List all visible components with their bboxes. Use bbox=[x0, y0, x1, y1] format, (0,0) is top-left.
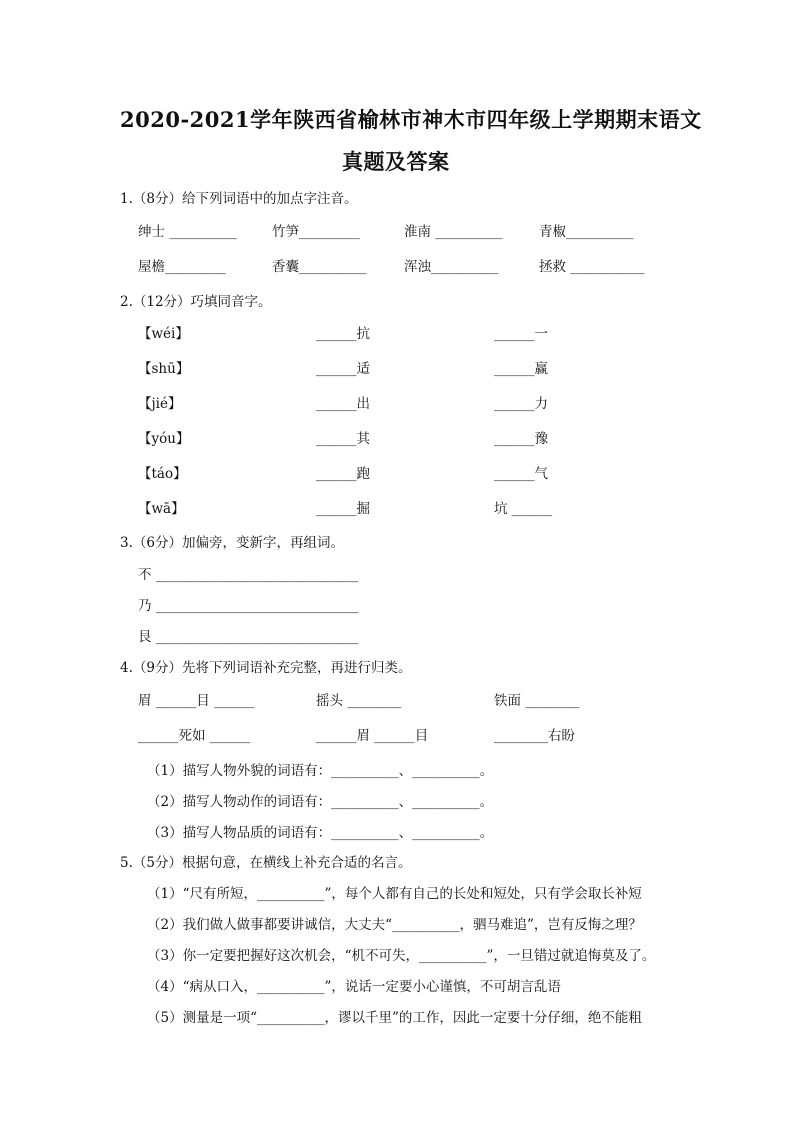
page-title-line1: 2020-2021学年陕西省榆林市神木市四年级上学期期末语文 bbox=[120, 107, 702, 132]
q3-line: 不 ______________________________ bbox=[138, 567, 359, 583]
q2-blank-b: ______豫 bbox=[494, 431, 548, 447]
q2-blank-b: ______一 bbox=[494, 326, 548, 342]
question-4-heading: 4.（9分）先将下列词语补充完整，再进行归类。 bbox=[120, 660, 412, 676]
q2-pinyin: 【wā】 bbox=[138, 501, 185, 517]
q1-item: 屋檐_________ bbox=[138, 259, 226, 275]
page-title-line2: 真题及答案 bbox=[342, 149, 450, 174]
q2-blank-b: 坑 ______ bbox=[494, 501, 553, 517]
q4-item: ________右盼 bbox=[494, 728, 575, 744]
q1-item: 拯救 ___________ bbox=[539, 259, 645, 275]
q2-pinyin: 【yóu】 bbox=[138, 431, 190, 447]
q2-blank-a: ______跑 bbox=[316, 466, 370, 482]
q5-item: （5）测量是一项“__________，谬以千里”的工作，因此一定要十分仔细，绝不能粗 bbox=[147, 1010, 642, 1026]
q2-blank-a: ______出 bbox=[316, 396, 370, 412]
q2-blank-b: ______赢 bbox=[494, 361, 548, 377]
question-3-heading: 3.（6分）加偏旁，变新字，再组词。 bbox=[120, 535, 344, 551]
q4-item: 铁面 ________ bbox=[494, 693, 580, 709]
question-1-heading: 1.（8分）给下列词语中的加点字注音。 bbox=[120, 191, 358, 207]
q5-item: （1）“尺有所短，__________”，每个人都有自己的长处和短处，只有学会取长补短 bbox=[147, 886, 642, 902]
q4-sub: （2）描写人物动作的词语有：__________、__________。 bbox=[147, 794, 494, 810]
q2-blank-b: ______力 bbox=[494, 396, 548, 412]
q1-item: 青椒__________ bbox=[539, 224, 634, 240]
q4-sub: （1）描写人物外貌的词语有：__________、__________。 bbox=[147, 763, 494, 779]
q4-item: 眉 ______目 ______ bbox=[138, 693, 255, 709]
q2-pinyin: 【wéi】 bbox=[138, 326, 189, 342]
q2-blank-b: ______气 bbox=[494, 466, 548, 482]
q1-item: 浑浊__________ bbox=[404, 259, 499, 275]
q2-pinyin: 【táo】 bbox=[138, 466, 187, 482]
q1-item: 香囊__________ bbox=[272, 259, 367, 275]
q2-blank-a: ______掘 bbox=[316, 501, 370, 517]
q4-sub: （3）描写人物品质的词语有：__________、__________。 bbox=[147, 825, 494, 841]
q1-item: 竹笋_________ bbox=[272, 224, 360, 240]
q4-item: 摇头 ________ bbox=[316, 693, 402, 709]
q2-blank-a: ______适 bbox=[316, 361, 370, 377]
q5-item: （4）“病从口入，__________”，说话一定要小心谨慎，不可胡言乱语 bbox=[147, 979, 561, 995]
q4-item: ______死如 ______ bbox=[138, 728, 251, 744]
question-2-heading: 2.（12分）巧填同音字。 bbox=[120, 294, 272, 310]
q1-item: 绅士 __________ bbox=[138, 224, 237, 240]
q2-blank-a: ______其 bbox=[316, 431, 370, 447]
q2-pinyin: 【shū】 bbox=[138, 361, 190, 377]
question-5-heading: 5.（5分）根据句意，在横线上补充合适的名言。 bbox=[120, 855, 412, 871]
q4-item: ______眉 ______目 bbox=[316, 728, 429, 744]
q3-line: 乃 ______________________________ bbox=[138, 598, 359, 614]
q2-blank-a: ______抗 bbox=[316, 326, 370, 342]
q3-line: 艮 ______________________________ bbox=[138, 629, 359, 645]
q5-item: （2）我们做人做事都要讲诚信，大丈夫“__________，驷马难追”，岂有反悔之理？ bbox=[147, 917, 642, 933]
q5-item: （3）你一定要把握好这次机会，“机不可失，__________”，一旦错过就追悔莫及了。 bbox=[147, 948, 656, 964]
q1-item: 淮南 __________ bbox=[404, 224, 503, 240]
q2-pinyin: 【jié】 bbox=[138, 396, 182, 412]
